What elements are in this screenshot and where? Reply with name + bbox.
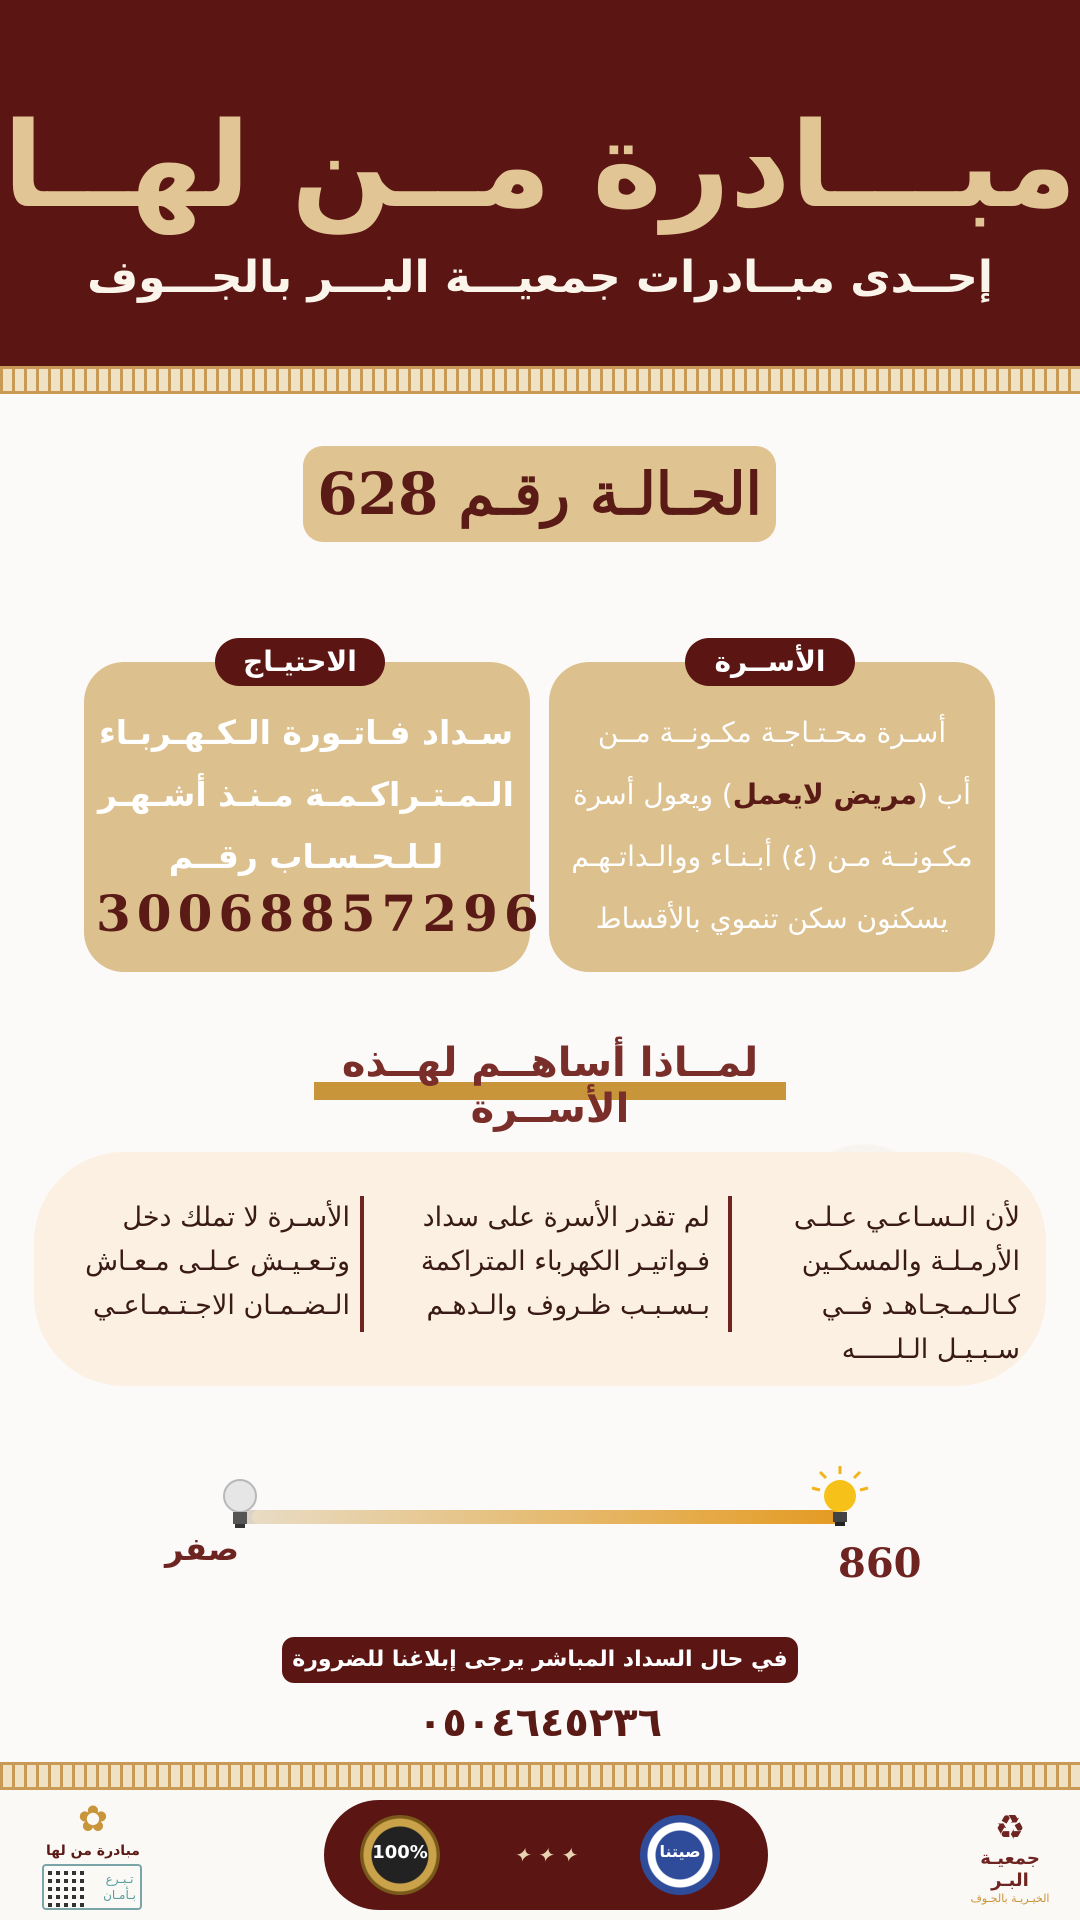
family-line-3: مكـونــة مـن (٤) أبـنـاء ووالـداتـهـم [571,840,973,873]
reason-1: لأن الـسـاعـي عـلـى الأرمـلـة والمسكـين كـالـمـجـاهـد فــي سـبـيـل الـلـــــه [793,1202,1020,1365]
family-line-4: يسكنون سكن تنموي بالأقساط [595,902,949,935]
why-title: لمــاذا أساهــم لهــذه الأســرة [341,1040,759,1132]
initiative-logo-name: مبادرة من لها [46,1843,140,1859]
need-line-3: لـلـحـسـاب رقــم [168,837,444,876]
decorative-border-top [0,366,1080,394]
charity-logo [965,1808,1055,1906]
header-banner [0,0,1080,366]
charity-logo-sub: الخيـريـة بالجـوف [970,1892,1050,1905]
payment-notice: في حال السداد المباشر يرجى إبلاغنا للضرورة [282,1637,798,1683]
highlight-sick-father: مريض لايعمل [732,778,917,811]
reason-2: لم تقدر الأسرة على سداد فـواتيـر الكهرباء المتراكمة بـسـبـب ظـروف والـدهـم [420,1202,710,1321]
reason-divider [360,1196,364,1332]
page-title: مبـــادرة مــن لهــا [3,96,1077,234]
charity-logo-name: جمعيـة البـر [980,1848,1040,1891]
case-number-badge: الحـالـة رقـم 628 [303,446,776,542]
donate-qr-code[interactable] [42,1864,142,1910]
reason-3: الأسـرة لا تملك دخل وتـعـيـش عـلـى مـعـاش الـضـمـان الاجـتـمـاعـي [85,1202,350,1321]
charity-logo-icon: ♻ [994,1808,1026,1848]
lightbulb-off-icon [220,1476,260,1532]
need-description [96,702,516,888]
calligraphy-logo: ✦ ✦ ✦ [513,1843,577,1867]
family-card-tag: الأســرة [685,638,855,686]
contact-phone[interactable]: ٠٥٠٤٦٤٥٢٣٦ [417,1700,663,1746]
family-line-2: أب (مريض لايعمل) ويعول أسرة [573,778,971,811]
page-subtitle: إحــدى مبــادرات جمعيـــة البـــر بالجـــوف [87,252,993,303]
progress-start-label: صفر [165,1530,239,1568]
need-line-1: سـداد فـاتـورة الـكـهـربـاء [98,713,514,752]
donation-progress-fill [252,1510,840,1524]
qr-label: تـبـرع بـأمـان [103,1872,136,1902]
decorative-border-bottom [0,1762,1080,1790]
reason-divider [728,1196,732,1332]
family-line-1: أسـرة محـتـاجـة مكـونــة مــن [597,716,947,749]
progress-target-amount: 860 [838,1540,922,1587]
initiative-logo [38,1798,148,1860]
need-line-2: الـمـتـراكـمـة مـنـذ أشـهـر [98,775,514,814]
quality-seal-label: 100% [372,1842,428,1863]
account-number: 30068857296 [96,884,545,943]
lightbulb-on-icon [806,1462,874,1532]
partner-seal-label: صيتنا [659,1842,701,1861]
family-description [562,702,982,950]
initiative-logo-icon: ✿ [77,1799,109,1840]
need-card-tag: الاحتيـاج [215,638,385,686]
qr-code-icon [48,1867,88,1907]
